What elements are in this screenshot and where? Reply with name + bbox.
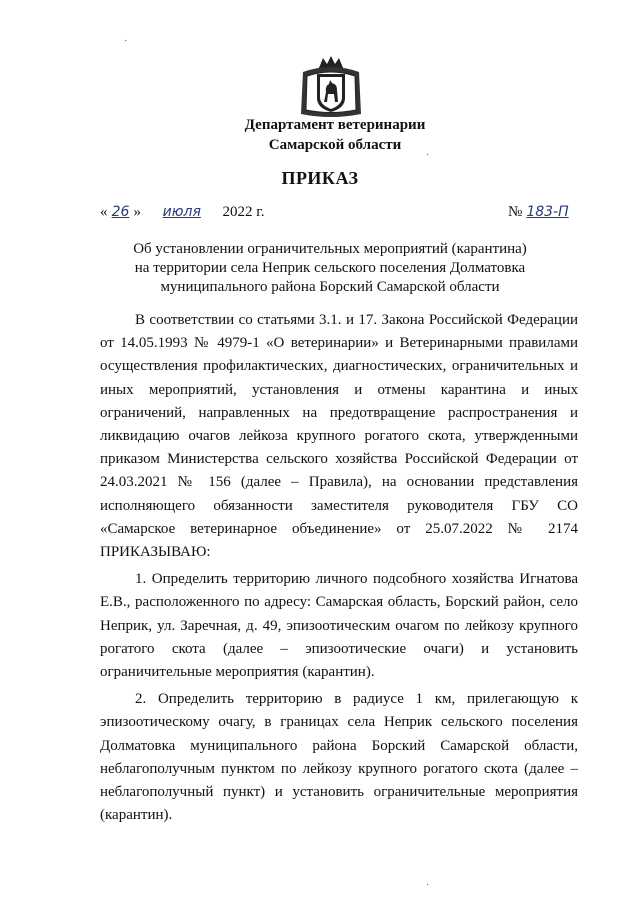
number-prefix: № xyxy=(508,204,523,220)
issuing-organization xyxy=(200,115,470,155)
scan-speck: · xyxy=(426,880,430,891)
number-value: 183-П xyxy=(526,204,569,220)
org-line-2: Самарской области xyxy=(268,137,402,153)
document-type-title: ПРИКАЗ xyxy=(281,168,359,188)
item-2-paragraph: 2. Определить территорию в радиусе 1 км, прилегающую к эпизоотическому очагу, в границах села Неприк сельского поселения Долматовка муниципального района Борский Самарской области, неблагополучным пунктом по лейкозу крупного рогатого скота (далее – неблагополучный пункт) и установить ограничительные мероприятия (карантин). xyxy=(100,691,578,824)
subject-line-1: Об установлении ограничительных мероприятий (карантина) xyxy=(133,241,527,257)
date-open-quote: « xyxy=(100,204,108,220)
order-subject xyxy=(130,240,530,297)
order-body xyxy=(100,309,578,831)
item-1-paragraph: 1. Определить территорию личного подсобного хозяйства Игнатова Е.В., расположенного по адресу: Самарская область, Борский район, село Неприк, ул. Заречная, д. 49, эпизоотическим очагом по лейкозу крупного рогатого скота (далее – эпизоотические очаги) и установить ограничительные мероприятия (карантин). xyxy=(100,571,578,681)
coat-of-arms-emblem xyxy=(297,54,365,120)
org-line-1: Департамент ветеринарии xyxy=(244,117,426,133)
date-day: 26 xyxy=(111,204,130,220)
date-month: июля xyxy=(162,204,201,220)
date-close-quote: » xyxy=(133,204,141,220)
subject-line-3: муниципального района Борский Самарской области xyxy=(160,279,500,295)
order-date xyxy=(100,204,264,221)
scan-speck: · xyxy=(124,36,128,47)
subject-line-2: на территории села Неприк сельского поселения Долматовка xyxy=(134,260,526,276)
preamble-paragraph: В соответствии со статьями 3.1. и 17. Закона Российской Федерации от 14.05.1993 № 4979-1 «О ветеринарии» и Ветеринарными правилами осуществления профилактических, диагностических, ограничительных и иных мероприятий, установления и отмены карантина и иных ограничений, направленных на предотвращение распространения и ликвидацию очагов лейкоза крупного рогатого скота, утвержденными приказом Министерства сельского хозяйства Российской Федерации от 24.03.2021 № 156 (далее – Правила), на основании представления исполняющего обязанности заместителя руководителя ГБУ СО «Самарское ветеринарное объединение» от 25.07.2022 № 2174 ПРИКАЗЫВАЮ: xyxy=(100,312,578,561)
scan-speck: · xyxy=(426,150,430,161)
order-number xyxy=(508,204,581,221)
date-year: 2022 г. xyxy=(222,204,265,220)
